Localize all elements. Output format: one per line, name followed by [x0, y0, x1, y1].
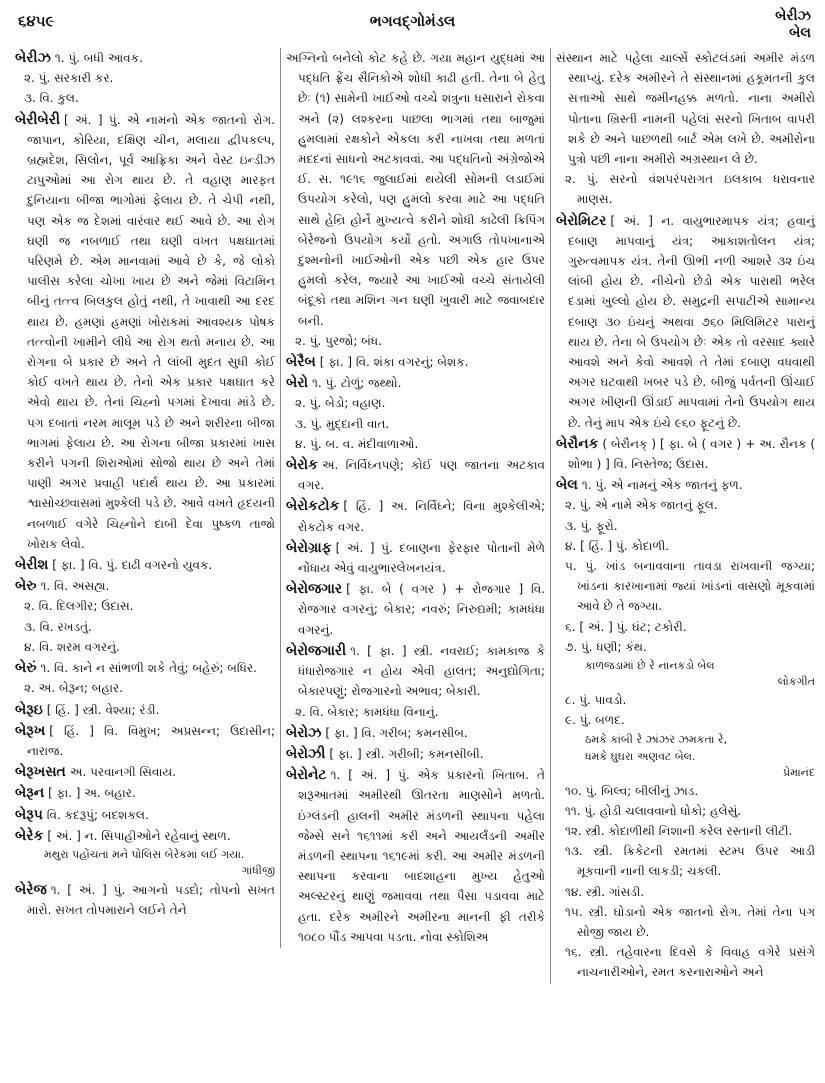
- column-1: [10, 48, 280, 921]
- dictionary-entry: [15, 880, 275, 920]
- quotation-source: લોકગીત: [777, 675, 815, 689]
- dictionary-entry: [286, 538, 545, 578]
- definition: ૧. વિ. અસહ્ય.: [40, 579, 110, 594]
- definition: [ ફા. ] અ. બહાર.: [48, 786, 136, 801]
- quotation-line: મથુરા પહોંચતાં મને પોલિસ બેરેકમાં લઈ ગયા.: [44, 847, 245, 861]
- headword: બેરોજગારી: [286, 642, 347, 659]
- sense: [565, 841, 815, 881]
- sense-text: ૩. વિ. રખડતું.: [24, 619, 92, 634]
- headword: બેરો: [286, 375, 308, 392]
- dictionary-entry: [286, 744, 545, 764]
- sense: [295, 434, 545, 454]
- definition: ૧. [ ફા. ] સ્ત્રી. નવરાઈ; કામકાજ કે ધંધારોજગાર ન હોય એવી હાલત; અનુદ્યોગિતા; બેકારપણું; રોજગારનો અભાવ; બેકારી.: [298, 643, 545, 699]
- definition: વિ. કદરૂપું; બદશકલ.: [46, 807, 149, 822]
- definition: ૧. [ અં. ] પું. આગનો પડદો; તોપનો સખત મારો. સખત તોપમારાને લઈને તેને: [27, 882, 275, 918]
- dictionary-entry: [286, 496, 545, 536]
- guide-word-last: બેલ: [789, 25, 811, 41]
- entry-main: [556, 475, 815, 495]
- sense: [565, 710, 815, 780]
- entry-continuation: [556, 48, 815, 210]
- sense-text: ૨. વિ. બેકાર; કામધંધા વિનાનું.: [295, 704, 439, 719]
- headword: બેરૂઇ: [15, 701, 43, 718]
- entry-main: [15, 576, 275, 596]
- entry-main: [286, 538, 545, 578]
- dictionary-entry: [286, 723, 545, 743]
- sense: [565, 536, 815, 556]
- definition: [ ફા. બે ( વગર ) + રોજગાર ] વિ. રોજગાર વગરનું; બેકાર; નવરું; નિરુદ્યમી; કામધંધા વગરનું.: [298, 582, 545, 637]
- entry-main: [15, 826, 275, 846]
- dictionary-entry: [15, 700, 275, 720]
- sense: [565, 556, 815, 617]
- dictionary-entry: [15, 48, 275, 109]
- entry-main: [286, 579, 545, 640]
- headword: બેરૈબ: [286, 354, 316, 371]
- entry-main: [15, 555, 275, 575]
- headword: બેરોનેટ: [286, 767, 327, 784]
- definition: [ ફા. ] વિ. પું. દાઢી વગરનો યુવક.: [52, 558, 213, 573]
- definition: અગ્નિનો બનેલો કોટ કહે છે. ગયા મહાન યુદ્ધમાં આ પદ્ધતિ ફ્રેંચ સૈનિકોએ શોધી કાઢી હતી. તેના બે હેતુ છેઃ (૧) સામેની ખાઈઓ વચ્ચે શત્રુના ધસારાને રોકવા અને (૨) લશ્કરના પાછલા ભાગમાં તથા બાજુમાં હુમલામાં રક્ષકોને એકલા કરી નાખવા તથા મળતાં મદદનાં સાધનો અટકાવવાં. આ પદ્ધતિનો અંગ્રેજોએ ઈ. સ. ૧૯૧૬ જુલાઈમાં થયેલી સોમની લડાઈમાં ઉપયોગ કરેલો, પણ હુમલો કરવા માટે આ પદ્ધતિ સાથે હેન્રિ હોર્ને મુખ્યત્વે કરીને શોધી કાઢેલી ક્રિપિંગ બેરેજનો ઉપયોગ કર્યો હતો. અગાઉ તોપખાનાએ દુશ્મનોની ખાઈઓની એક પછી એક હાર ઉપર હુમલો કરેલ, જ્યારે આ ખાઈઓ વચ્ચે સંતાયેલી બંદૂકો તથા મશિન ગન ઘણી ખુવારી માટે જવાબદાર બની.: [286, 51, 545, 328]
- sense-text: ૨. પું. સરકારી કર.: [24, 71, 114, 86]
- dictionary-entry: [556, 434, 815, 474]
- sense: [565, 690, 815, 710]
- headword: બેરીઝ: [15, 50, 51, 66]
- dictionary-entry: [15, 576, 275, 657]
- sense-text: ૨. પું. એ નામે એક જાતનું ફૂલ.: [565, 498, 718, 513]
- sense: [295, 702, 545, 722]
- entry-main: [15, 805, 275, 825]
- dictionary-entry: [15, 658, 275, 698]
- sense-text: ૯. પું. બળદ.: [565, 713, 625, 728]
- quotation-source: ગાંધીજી: [241, 863, 275, 877]
- quotation-line: ઠમકે કાંબી રે ઝાંઝર ઝમકતા રે,: [585, 732, 728, 746]
- entry-main: [286, 373, 545, 393]
- sense-text: ૨. અ. બેરૂન; બહાર.: [24, 681, 123, 696]
- headword: બેરૂખ: [15, 722, 46, 739]
- sense: [24, 637, 275, 657]
- sense-text: ૨. પું. પુરજો; બંધ.: [295, 333, 382, 348]
- sense: [24, 617, 275, 637]
- headword: બેરેજ: [15, 881, 47, 898]
- sense: [295, 393, 545, 413]
- sense: [565, 781, 815, 801]
- sense-text: ૧૫. સ્ત્રી. ઘોડાનો એક જાતનો રોગ. તેમાં તેના પગ સોજી જાય છે.: [565, 904, 815, 939]
- definition: સંસ્થાન માટે પહેલા ચાર્લ્સે સ્કોટલંડમાં અમીર મંડળ સ્થાપ્યું. દરેક અમીરને તે સંસ્થાનમાં હકૂમતની કુલ સત્તાઓ સાથે જમીનહક્ક મળતો. નાના અમીરો પોતાના ખ્રિસ્તી નામની પહેલાં સરનો ખિતાબ વાપરી શકે છે અને પાછળથી બાર્ટ એમ લખે છે. અમીરોના પુત્રો પછી નાના અમીરો અગ્રસ્થાન લે છે.: [556, 51, 815, 167]
- dictionary-entry: [286, 765, 545, 947]
- headword: બેરીશ: [15, 557, 49, 574]
- dictionary-entry: [286, 352, 545, 372]
- headword: બેરોકટોક: [286, 498, 340, 515]
- entry-main: [15, 700, 275, 720]
- sense-text: ૧૧. પું. હોડી ચલાવવાનો ધોકો; હલેસું.: [565, 803, 742, 818]
- definition: અ. નિર્વિઘ્નપણે; કોઈ પણ જાતના અટકાવ વગર.: [298, 458, 545, 493]
- entry-main: [15, 783, 275, 803]
- guide-words: [775, 8, 811, 42]
- definition: [ હિં. ] અ. નિર્વિઘ્ને; વિના મુશ્કેલીએ; રોકટોક વગર.: [298, 499, 545, 534]
- entry-main: [556, 211, 815, 433]
- sense-text: ૩. પું. મુદ્દાની વાત.: [295, 416, 390, 431]
- sense: [27, 846, 275, 879]
- sense-text: ૧૩. સ્ત્રી. ક્રિકેટની રમતમાં સ્ટમ્પ ઉપર આડી મૂકવાની નાની લાકડી; ચકલી.: [565, 844, 815, 879]
- dictionary-entry: [15, 110, 275, 554]
- headword: બેરોક: [286, 457, 318, 474]
- page-header: [0, 0, 825, 48]
- sense-text: ૩. પું. ફૂરો.: [565, 518, 618, 533]
- dictionary-entry: [556, 475, 815, 982]
- headword: બેરોગ્રાફ: [286, 539, 332, 556]
- sense-text: ૪. વિ. શરમ વગરનું.: [24, 639, 120, 654]
- entry-main: [15, 880, 275, 920]
- sense: [565, 882, 815, 902]
- headword: બેલ: [556, 477, 578, 494]
- entry-main: [286, 48, 545, 331]
- sense: [24, 88, 275, 108]
- entry-main: [286, 455, 545, 495]
- quotation-line: કાળજડામાં છે રે નાનકડો બેલ: [585, 659, 715, 673]
- dictionary-entry: [15, 555, 275, 575]
- sense: [565, 617, 815, 637]
- sense-text: ૫. પું. ખાંડ બનાવવાના તાવડા રાખવાની જગ્યા; ખાંડના કારખાનામાં જ્યાં ખાંડનાં વાસણો મૂકવામાં આવે છે તે જગ્યા.: [565, 559, 815, 614]
- column-3: [550, 48, 820, 984]
- sense-text: ૧૪. સ્ત્રી. ગાંસડી.: [565, 884, 645, 899]
- definition: ૧. પું. એ નામનું એક જાતનું ફળ.: [581, 478, 743, 493]
- quotation-line: ધમકે ઘુઘરા અણવટ બેલ.: [585, 749, 696, 763]
- sense-text: ૨. પું. સરનો વંશપરંપરાગત ઇલકાબ ધરાવનાર માણસ.: [565, 172, 815, 207]
- entry-main: [556, 434, 815, 474]
- definition: [ અં. ] ન. સિપાહીઓને રહેવાનું સ્થળ.: [47, 828, 231, 843]
- sense: [24, 596, 275, 616]
- entry-main: [556, 48, 815, 169]
- definition: [ અં. ] ન. વાયુભારમાપક યંત્ર; હવાનું દબાણ માપવાનું યંત્ર; આકાશતોલન યંત્ર; ગુરુત્વમાપક યંત્ર. તેની ઊભી નળી આશરે ૩૨ ઇંચ લાંબી હોય છે. નીચેનો છેડો એક પારાથી ભરેલ દડામાં ખુલ્લો હોય છે. સમુદ્રની સપાટીએ સામાન્ય દબાણ ૩૦ ઇંચનું અથવા ૭૬૦ મિલિમિટર પારાનું થાય છે. તેના બે ઉપયોગ છેઃ એક તો વરસાદ ક્યારે આવશે અને કેવો આવશે તે તેમાં દબાણ વધવાથી અગર ઘટવાથી ખબર પડે છે. બીજું પર્વતની ઊંચાઈ અગર ખીણની ઊંડાઈ માપવામાં તેનો ઉપયોગ થાય છે. તેનું માપ એક ઇંચે ૯૬૦ ફૂટનું છે.: [568, 213, 815, 430]
- dictionary-entry: [15, 783, 275, 803]
- sense-text: ૭. પું. ધણી; કંથ.: [565, 639, 647, 654]
- dictionary-entry: [286, 373, 545, 454]
- dictionary-entry: [15, 826, 275, 879]
- dictionary-entry: [286, 579, 545, 640]
- sense: [565, 942, 815, 982]
- headword: બેરીબેરી: [15, 111, 60, 128]
- dictionary-entry: [15, 762, 275, 782]
- definition: ૧. પું. ટોળું; જથ્થો.: [311, 376, 402, 391]
- entry-main: [286, 496, 545, 536]
- sense-text: ૧૨. સ્ત્રી. કોદાળીથી નિશાની કરેલ રસ્તાની લીટી.: [565, 823, 793, 838]
- sense-text: ૪. [ હિં. ] પું. કોદાળી.: [565, 538, 670, 553]
- sense: [295, 331, 545, 351]
- definition: [ હિં. ] સ્ત્રી. વેશ્યા; રંડી.: [46, 702, 160, 717]
- sense: [24, 678, 275, 698]
- entry-main: [286, 352, 545, 372]
- headword: બેરૌનક: [556, 435, 599, 452]
- entry-main: [15, 48, 275, 68]
- entry-main: [286, 765, 545, 947]
- headword: બેરૂન: [15, 785, 45, 802]
- quotation-source: પ્રેમાનંદ: [783, 765, 815, 779]
- definition: [ અં. ] પું. દબાણના ફેરફાર પોતાની મેળે નોંધાય એવું વાયુભારલેખનયંત્ર.: [298, 540, 545, 576]
- sense-text: ૨. પું. બેડો; વહાણ.: [295, 396, 386, 411]
- entry-main: [15, 721, 275, 761]
- sense: [565, 637, 815, 690]
- definition: [ ફા. ] વિ. ગરીબ; કમનસીબ.: [325, 725, 468, 740]
- sense: [565, 169, 815, 209]
- dictionary-entry: [286, 455, 545, 495]
- sense-text: ૪. પું. બ. વ. મંદીવાળાઓ.: [295, 436, 419, 451]
- sense-text: ૧૬. સ્ત્રી. તહેવારના દિવસે કે વિવાહ વગેરે પ્રસંગે નાચનારીઓને, રમત કરનારાઓને અને: [565, 945, 815, 980]
- sense-text: ૮. પું. પાવડો.: [565, 693, 627, 708]
- page-number: ૬૪૫૯: [18, 12, 55, 30]
- definition: ૧. વિ. કાને ન સાંભળી શકે તેવું; બહેરું; બધિર.: [40, 661, 257, 676]
- sense: [565, 516, 815, 536]
- entry-main: [15, 110, 275, 554]
- sense: [24, 68, 275, 88]
- definition: [ અં. ] પું. એ નામનો એક જાતનો રોગ. જાપાન, કોરિયા, દક્ષિણ ચીન, મલાયા દ્વીપકલ્પ, બ્રહ્મદેશ, સિલોન, પૂર્વ આફ્રિકા અને વેસ્ટ ઇન્ડીઝ ટાપુઓમાં આ રોગ થાય છે. તે વહાણ મારફત દુનિયાના બીજા ભાગોમાં ફેલાય છે. તે ચેપી નથી, પણ એક જ દેશમાં વારંવાર થઈ આવે છે. આ રોગ ઘણી જ નબળાઈ તથા ઘણી વખત પક્ષઘાતમાં પરિણમે છે. એમ માનવામાં આવે છે કે, જે લોકો પાલીસ કરેલા ચોખા ખાય છે અને જેમાં વિટામિન બીનું તત્ત્વ બિલકુલ હોતું નથી, તે ખાવાથી આ દરદ થાય છે. હમણાં હમણાં ખોરાકમાં આવશ્યક પોષક તત્ત્વોની ખામીને લીધે આ રોગ થતો મનાય છે. આ રોગના બે પ્રકાર છે અને તે લાંબી મુદત સુધી કોઈ કોઈ વખતે થાય છે. તેનો એક પ્રકાર પક્ષઘાત કરે એવો થાય છે. તેનાં ચિહ્નો પગમાં દેખાવા માંડે છે. પગ દબાતાં નરમ માલૂમ પડે છે અને શરીરના બીજા ભાગમાં ફેલાય છે. આ રોગના બીજા પ્રકારમાં ખાસ કરીને પગની શિરાઓમાં સોજો થાય છે અને તેમાં પાણી અગર પ્રવાહી પદાર્થ થાય છે. આ પ્રકારમાં શ્વાસોચ્છ્વાસમાં મુશ્કેલી પડે છે. આવે વખતે હૃદયની નબળાઈ વગેરે ચિહ્નોને દાબી દેવા પુષ્કળ તાજો ખોરાક લેવો.: [27, 112, 275, 551]
- dictionary-entry: [15, 805, 275, 825]
- dictionary-entry: [15, 721, 275, 761]
- definition: અ. પરવાનગી સિવાય.: [69, 765, 176, 780]
- entry-continuation: [286, 48, 545, 351]
- dictionary-columns: [10, 48, 820, 984]
- definition: ( બેરૌનક્ ) [ ફા. બે ( વગર ) + અ. રૌનક ( શોભા ) ] વિ. નિસ્તેજ; ઉદાસ.: [568, 436, 815, 472]
- definition: ૧. [ અં. ] પું. એક પ્રકારનો ખિતાબ. તે શરૂઆતમાં અમીરથી ઊતરતા માણસોને મળતો. ઇંગ્લંડની હાલની અમીર મંડળની સ્થાપના પહેલા જેમ્સે સને ૧૬૧૧માં કરી અને આયર્લંડની અમીર મંડળની સ્થાપના ૧૬૧૯માં કરી. આ અમીર મંડળની સ્થાપના કરવાના બાદશાહના મુખ્ય હેતુઓ અલ્સ્ટરનું થાણું જમાવવા તથા પૈસા પડાવવા માટે હતા. દરેક અમીરને અમીરના માનની ફી તરીકે ૧૦૮૦ પૌંડ આપવા પડતા. નોવા સ્કોશિઅ: [298, 768, 545, 944]
- headword: બેરોમિટર: [556, 212, 607, 229]
- entry-main: [15, 762, 275, 782]
- entry-main: [286, 744, 545, 764]
- dictionary-entry: [556, 211, 815, 433]
- headword: બેરોઝ: [286, 724, 322, 741]
- definition: [ ફા. ] વિ. શંકા વગરનું; બેશક.: [319, 355, 469, 370]
- entry-main: [286, 723, 545, 743]
- sense: [565, 821, 815, 841]
- sense-text: ૧૦. પું. બિલ્વ; બીલીનું ઝાડ.: [565, 783, 699, 798]
- headword: બેરોજગાર: [286, 581, 343, 598]
- dictionary-entry: [286, 641, 545, 722]
- definition: [ હિં. ] વિ. વિમુખ; અપ્રસન્ન; ઉદાસીન; નારાજ.: [27, 723, 275, 758]
- entry-main: [286, 641, 545, 702]
- sense: [565, 495, 815, 515]
- headword: બેરુ: [15, 578, 37, 595]
- headword: બેરેક: [15, 827, 44, 844]
- column-2: [280, 48, 550, 948]
- headword: બેરૂખસત: [15, 764, 66, 781]
- sense-text: ૩. વિ. કુલ.: [24, 91, 79, 106]
- headword: બેરૂપ: [15, 806, 43, 823]
- page-title: ભગવદ્ગોમંડલ: [369, 12, 456, 30]
- entry-main: [15, 658, 275, 678]
- sense-text: ૬. [ અં. ] પું. ઘંટ; ટકોરી.: [565, 619, 687, 634]
- definition: [ ફા. ] સ્ત્રી. ગરીબી; કમનસીબી.: [329, 746, 484, 761]
- sense-text: ૨. વિ. દિલગીર; ઉદાસ.: [24, 599, 134, 614]
- sense: [565, 801, 815, 821]
- sense: [295, 414, 545, 434]
- guide-word-first: બેરીઝ: [775, 8, 811, 24]
- sense: [565, 902, 815, 942]
- headword: બેરોઝી: [286, 745, 326, 762]
- headword: બેરું: [15, 660, 37, 677]
- definition: ૧. પું. બધી આવક.: [54, 51, 143, 65]
